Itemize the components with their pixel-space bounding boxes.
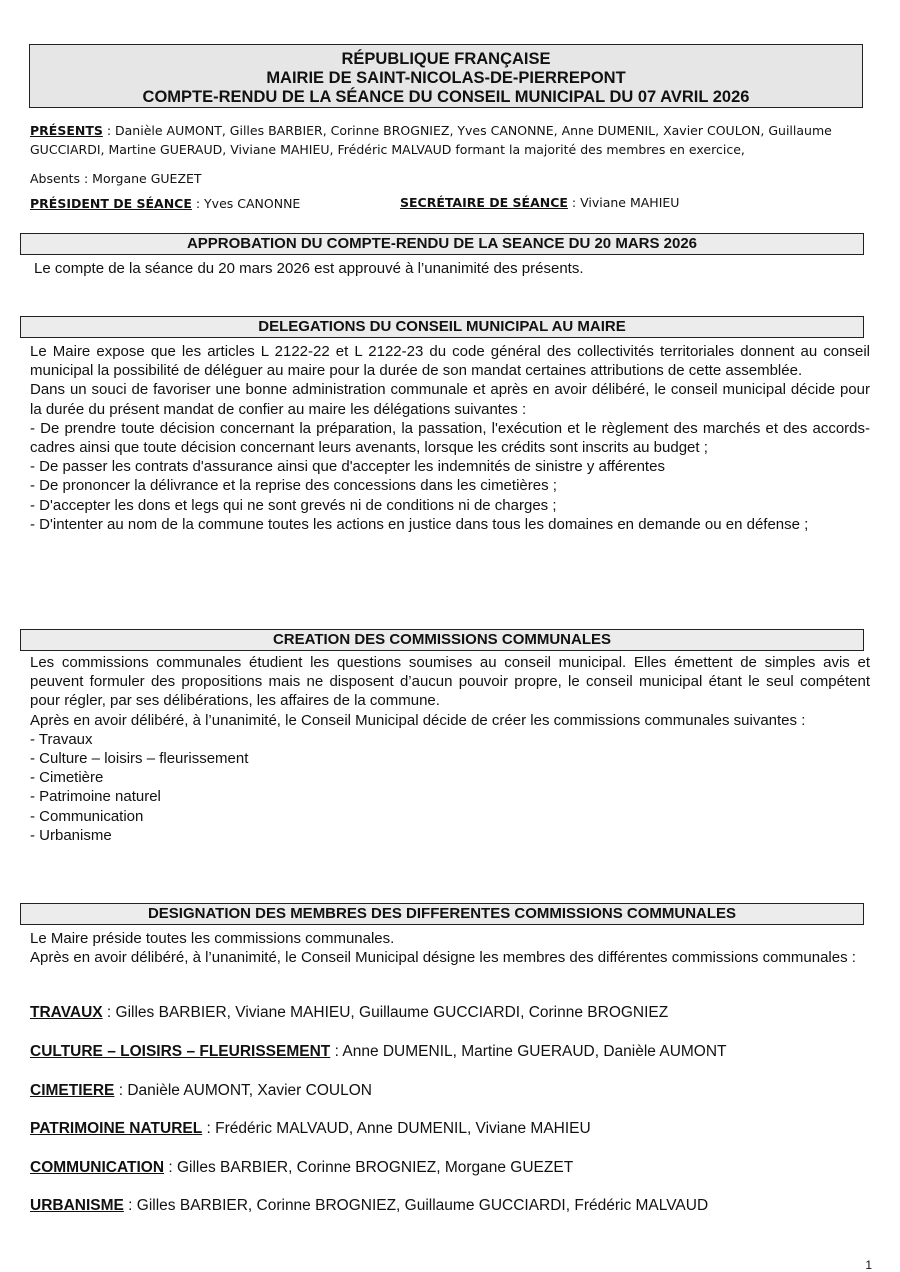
delegations-paragraph-2: Dans un souci de favoriser une bonne administration communale et après en avoir délibéré, le conseil municipal décide pour la durée du présent mandat de confier au maire les délégations suivantes : (30, 381, 870, 418)
designation-paragraph-2: Après en avoir délibéré, à l’unanimité, le Conseil Municipal désigne les membres des différentes commissions communales : (30, 949, 856, 967)
header-republic: RÉPUBLIQUE FRANÇAISE (341, 50, 551, 68)
section-title-designation: DESIGNATION DES MEMBRES DES DIFFERENTES COMMISSIONS COMMUNALES (20, 903, 864, 925)
commission-separator: : (164, 1159, 177, 1176)
absents-line: Absents : Morgane GUEZET (30, 171, 202, 186)
delegations-body (30, 342, 870, 534)
commission-list-item: - Travaux (30, 730, 93, 748)
commission-members: Gilles BARBIER, Corinne BROGNIEZ, Morgane GUEZET (176, 1159, 574, 1176)
commission-list-item: - Culture – loisirs – fleurissement (30, 750, 249, 768)
commission-separator: : (114, 1082, 128, 1099)
commission-separator: : (202, 1120, 216, 1137)
commission-members: Gilles BARBIER, Corinne BROGNIEZ, Guillaume GUCCIARDI, Frédéric MALVAUD (136, 1197, 709, 1214)
commission-members: Frédéric MALVAUD, Anne DUMENIL, Viviane MAHIEU (215, 1120, 591, 1137)
commission-cimetiere (30, 1082, 372, 1100)
commission-urbanisme (30, 1197, 708, 1215)
presents-label: PRÉSENTS (30, 123, 103, 138)
commission-culture (30, 1043, 727, 1061)
commission-patrimoine (30, 1120, 591, 1138)
page-number: 1 (865, 1258, 872, 1272)
commission-list-item: - Communication (30, 807, 144, 825)
header-mairie: MAIRIE DE SAINT-NICOLAS-DE-PIERREPONT (266, 69, 626, 87)
delegation-item-2: - De passer les contrats d'assurance ainsi que d'accepter les indemnités de sinistre y afférentes (30, 458, 665, 476)
section-title-approbation: APPROBATION DU COMPTE-RENDU DE LA SEANCE DU 20 MARS 2026 (20, 233, 864, 255)
designation-body (30, 929, 870, 967)
president-line (30, 196, 300, 211)
president-label: PRÉSIDENT DE SÉANCE (30, 196, 192, 211)
commission-members: Gilles BARBIER, Viviane MAHIEU, Guillaume GUCCIARDI, Corinne BROGNIEZ (115, 1004, 669, 1021)
delegations-paragraph-1: Le Maire expose que les articles L 2122-22 et L 2122-23 du code général des collectivités territoriales donnent au conseil municipal la possibilité de déléguer au maire pour la durée de son mandat certaines attributions de cette assemblée. (30, 343, 870, 380)
creation-paragraph-2: Après en avoir délibéré, à l’unanimité, le Conseil Municipal décide de créer les commissions communales suivantes : (30, 711, 806, 729)
delegation-item-4: - D'accepter les dons et legs qui ne sont grevés ni de conditions ni de charges ; (30, 496, 557, 514)
header-title: COMPTE-RENDU DE LA SÉANCE DU CONSEIL MUNICIPAL DU 07 AVRIL 2026 (142, 88, 750, 106)
commission-list-item: - Urbanisme (30, 826, 112, 844)
approbation-text (34, 259, 874, 278)
commission-separator: : (330, 1043, 343, 1060)
commission-members: Danièle AUMONT, Xavier COULON (127, 1082, 372, 1099)
commission-list-item: - Cimetière (30, 769, 104, 787)
delegation-item-1: - De prendre toute décision concernant la préparation, la passation, l'exécution et le règlement des marchés et des accords-cadres ainsi que toute décision concernant leurs avenants, lorsque les crédits sont inscrits au budget ; (30, 419, 870, 457)
president-value: : Yves CANONNE (191, 196, 301, 211)
secretaire-value: : Viviane MAHIEU (567, 195, 680, 210)
commission-label: URBANISME (30, 1197, 124, 1214)
commission-label: CIMETIERE (30, 1082, 115, 1099)
commission-label: PATRIMOINE NATUREL (30, 1120, 203, 1137)
commission-label: TRAVAUX (30, 1004, 103, 1021)
designation-paragraph-1: Le Maire préside toutes les commissions communales. (30, 930, 395, 947)
presents-names-1: : Danièle AUMONT, Gilles BARBIER, Corinne BROGNIEZ, Yves CANONNE, Anne DUMENIL, Xavier COULON, Guillaume (102, 123, 832, 138)
creation-body (30, 653, 870, 845)
approbation-paragraph: Le compte de la séance du 20 mars 2026 est approuvé à l’unanimité des présents. (34, 260, 584, 277)
presents-line-1 (30, 123, 832, 138)
commission-separator: : (123, 1197, 137, 1214)
commission-members: Anne DUMENIL, Martine GUERAUD, Danièle AUMONT (342, 1043, 727, 1060)
delegation-item-3: - De prononcer la délivrance et la reprise des concessions dans les cimetières ; (30, 477, 557, 495)
commission-label: CULTURE – LOISIRS – FLEURISSEMENT (30, 1043, 331, 1060)
commission-label: COMMUNICATION (30, 1159, 165, 1176)
delegation-item-5: - D'intenter au nom de la commune toutes les actions en justice dans tous les domaines en demande ou en défense ; (30, 515, 809, 533)
presents-line-2: GUCCIARDI, Martine GUERAUD, Viviane MAHIEU, Frédéric MALVAUD formant la majorité des membres en exercice, (30, 142, 745, 157)
commission-communication (30, 1159, 573, 1177)
section-title-delegations: DELEGATIONS DU CONSEIL MUNICIPAL AU MAIRE (20, 316, 864, 338)
section-title-creation: CREATION DES COMMISSIONS COMMUNALES (20, 629, 864, 651)
creation-paragraph-1: Les commissions communales étudient les questions soumises au conseil municipal. Elles émettent de simples avis et peuvent formuler des propositions mais ne disposent d’aucun pouvoir propre, le conseil municipal étant le seul compétent pour régler, par ses délibérations, les affaires de la commune. (30, 654, 870, 710)
commission-travaux (30, 1004, 668, 1022)
commission-list-item: - Patrimoine naturel (30, 788, 161, 806)
commission-separator: : (102, 1004, 116, 1021)
secretaire-line (400, 195, 679, 210)
secretaire-label: SECRÉTAIRE DE SÉANCE (400, 195, 568, 210)
document-header (29, 44, 863, 108)
